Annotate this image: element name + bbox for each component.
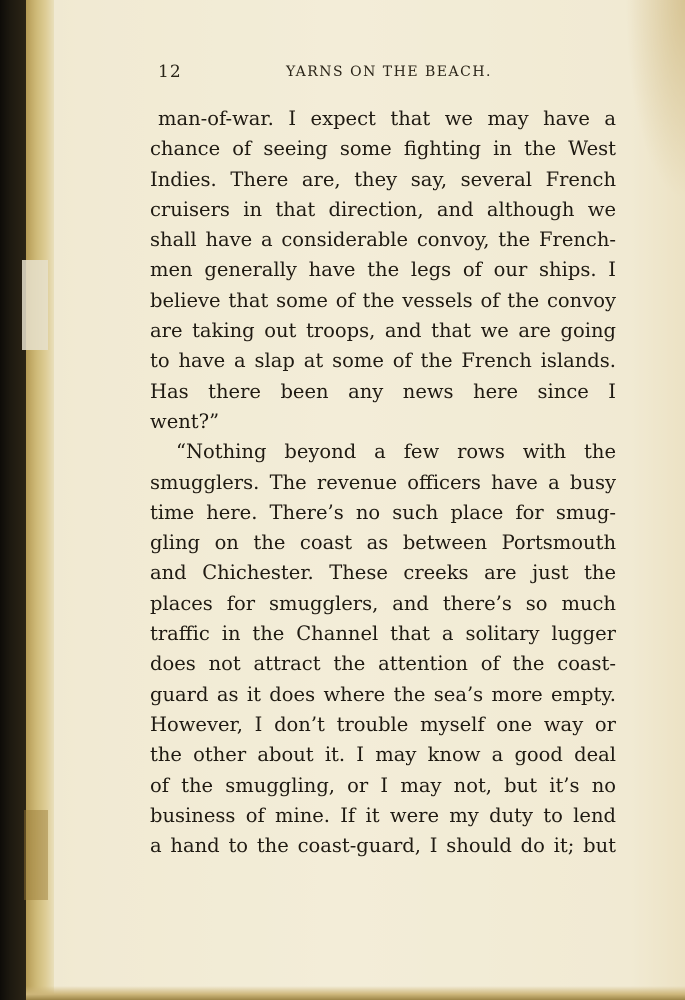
text-line: cruisers in that direction, and although we — [150, 197, 616, 221]
text-line: and Chichester. These creeks are just the — [150, 561, 616, 585]
text-line: man-of-war. I expect that we may have a — [158, 107, 616, 130]
text-line: men generally have the legs of our ships. I — [150, 258, 616, 282]
text-line: guard as it does where the sea’s more empty. — [150, 682, 616, 706]
text-line: are taking out troops, and that we are going — [150, 319, 616, 343]
text-line: time here. There’s no such place for smug- — [150, 500, 616, 524]
page-bottom-edge — [26, 986, 685, 1000]
text-line: smugglers. The revenue officers have a busy — [150, 470, 616, 494]
text-line: went?” — [150, 409, 220, 433]
text-line: does not attract the attention of the coast- — [150, 652, 616, 676]
text-line: believe that some of the vessels of the convoy — [150, 288, 616, 312]
text-line: traffic in the Channel that a solitary lugger — [150, 622, 616, 646]
running-head — [158, 62, 613, 88]
text-line: gling on the coast as between Portsmouth — [150, 531, 616, 555]
body-text — [150, 104, 616, 861]
text-line: Has there been any news here since I — [150, 379, 616, 403]
gutter-stain — [22, 260, 48, 350]
text-line: However, I don’t trouble myself one way or — [150, 712, 616, 736]
text-line: the other about it. I may know a good deal — [150, 743, 616, 767]
page-number: 12 — [158, 62, 182, 82]
text-line: to have a slap at some of the French islands. — [150, 349, 616, 373]
running-title: YARNS ON THE BEACH. — [286, 64, 492, 80]
text-line: Indies. There are, they say, several French — [150, 167, 616, 191]
book-spine — [0, 0, 26, 1000]
gutter-stain — [24, 810, 48, 900]
text-line: “Nothing beyond a few rows with the — [176, 440, 616, 464]
text-line: shall have a considerable convoy, the French- — [150, 228, 616, 252]
text-line: of the smuggling, or I may not, but it’s no — [150, 773, 616, 797]
text-line: chance of seeing some fighting in the West — [150, 137, 616, 161]
corner-stain — [625, 0, 685, 200]
text-line: places for smugglers, and there’s so much — [150, 591, 616, 615]
text-line: a hand to the coast-guard, I should do it; but — [150, 834, 616, 858]
text-line: business of mine. If it were my duty to lend — [150, 803, 616, 827]
